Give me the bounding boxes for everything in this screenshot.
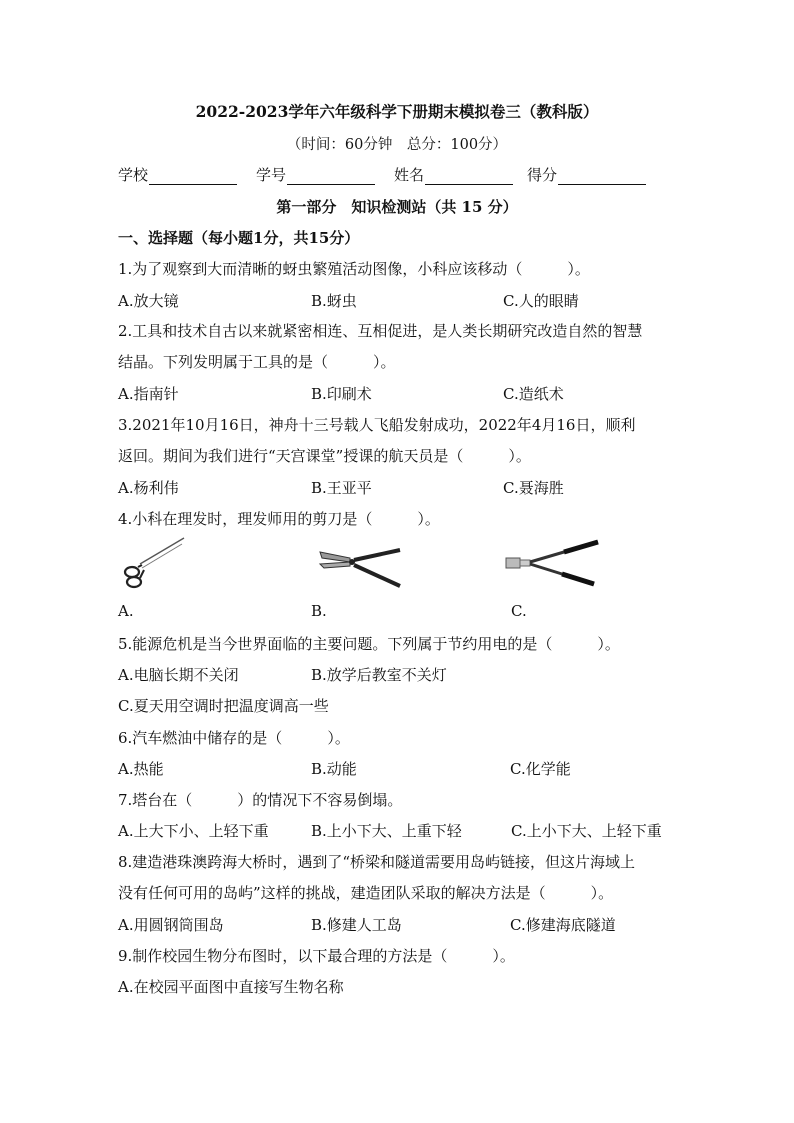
question-6-stem: 6.汽车燃油中储存的是（ ）。 <box>118 729 350 747</box>
school-label: 学校 <box>118 166 149 184</box>
question-3-option-a[interactable]: A.杨利伟 <box>118 479 179 497</box>
question-7-option-c[interactable]: C.上小下大、上轻下重 <box>511 822 662 840</box>
question-3-option-c[interactable]: C.聂海胜 <box>503 479 564 497</box>
question-5-stem: 5.能源危机是当今世界面临的主要问题。下列属于节约用电的是（ ）。 <box>118 635 620 653</box>
bolt-cutter-image[interactable] <box>502 536 602 592</box>
school-field[interactable] <box>118 164 237 185</box>
name-label: 姓名 <box>394 166 425 184</box>
question-2-option-c[interactable]: C.造纸术 <box>503 385 564 403</box>
section-choice-title: 一、选择题（每小题1分，共15分） <box>118 229 360 247</box>
question-6-option-c[interactable]: C.化学能 <box>510 760 571 778</box>
question-2-option-a[interactable]: A.指南针 <box>118 385 179 403</box>
question-3-stem-line1: 3.2021年10月16日，神舟十三号载人飞船发射成功，2022年4月16日，顺利 <box>118 416 636 434</box>
question-2-stem-line2: 结晶。下列发明属于工具的是（ ）。 <box>118 353 396 371</box>
question-2-stem-line1: 2.工具和技术自古以来就紧密相连、互相促进，是人类长期研究改造自然的智慧 <box>118 322 643 340</box>
part-one-title: 第一部分 知识检测站（共 15 分） <box>276 198 518 216</box>
question-7-option-a[interactable]: A.上大下小、上轻下重 <box>118 822 269 840</box>
question-9-option-a[interactable]: A.在校园平面图中直接写生物名称 <box>118 978 344 996</box>
question-9-stem: 9.制作校园生物分布图时，以下最合理的方法是（ ）。 <box>118 947 515 965</box>
question-1-stem: 1.为了观察到大而清晰的蚜虫繁殖活动图像，小科应该移动（ ）。 <box>118 260 590 278</box>
question-5-option-a[interactable]: A.电脑长期不关闭 <box>118 666 239 684</box>
name-blank[interactable] <box>425 168 513 185</box>
question-1-option-a[interactable]: A.放大镜 <box>118 292 179 310</box>
question-8-option-c[interactable]: C.修建海底隧道 <box>510 916 616 934</box>
student-info-row <box>118 164 678 186</box>
question-3-stem-line2: 返回。期间为我们进行“天宫课堂”授课的航天员是（ ）。 <box>118 447 531 465</box>
exam-title: 2022-2023学年六年级科学下册期末模拟卷三（教科版） <box>195 102 599 121</box>
question-6-option-a[interactable]: A.热能 <box>118 760 164 778</box>
question-4-option-c[interactable]: C. <box>511 602 527 620</box>
student-id-label: 学号 <box>256 166 287 184</box>
score-field[interactable] <box>527 164 646 185</box>
school-blank[interactable] <box>149 168 237 185</box>
question-8-stem-line1: 8.建造港珠澳跨海大桥时，遇到了“桥梁和隧道需要用岛屿链接，但这片海域上 <box>118 853 635 871</box>
question-5-option-c[interactable]: C.夏天用空调时把温度调高一些 <box>118 697 329 715</box>
question-6-option-b[interactable]: B.动能 <box>311 760 357 778</box>
score-label: 得分 <box>527 166 558 184</box>
question-7-stem: 7.塔台在（ ）的情况下不容易倒塌。 <box>118 791 403 809</box>
student-id-blank[interactable] <box>287 168 375 185</box>
question-4-option-a[interactable]: A. <box>118 602 134 620</box>
question-4-option-b[interactable]: B. <box>311 602 327 620</box>
question-4-stem: 4.小科在理发时，理发师用的剪刀是（ ）。 <box>118 510 440 528</box>
question-5-option-b[interactable]: B.放学后教室不关灯 <box>311 666 447 684</box>
question-8-option-b[interactable]: B.修建人工岛 <box>311 916 402 934</box>
name-field[interactable] <box>394 164 513 185</box>
exam-subtitle: （时间：60分钟 总分：100分） <box>286 137 508 153</box>
student-id-field[interactable] <box>256 164 375 185</box>
question-2-option-b[interactable]: B.印刷术 <box>311 385 372 403</box>
hair-scissors-image[interactable] <box>118 534 188 590</box>
score-blank[interactable] <box>558 168 646 185</box>
question-7-option-b[interactable]: B.上小下大、上重下轻 <box>311 822 462 840</box>
question-1-option-c[interactable]: C.人的眼睛 <box>503 292 579 310</box>
question-1-option-b[interactable]: B.蚜虫 <box>311 292 357 310</box>
question-8-option-a[interactable]: A.用圆钢筒围岛 <box>118 916 224 934</box>
question-8-stem-line2: 没有任何可用的岛屿”这样的挑战，建造团队采取的解决方法是（ ）。 <box>118 884 614 902</box>
hedge-shears-image[interactable] <box>316 538 406 594</box>
question-3-option-b[interactable]: B.王亚平 <box>311 479 372 497</box>
